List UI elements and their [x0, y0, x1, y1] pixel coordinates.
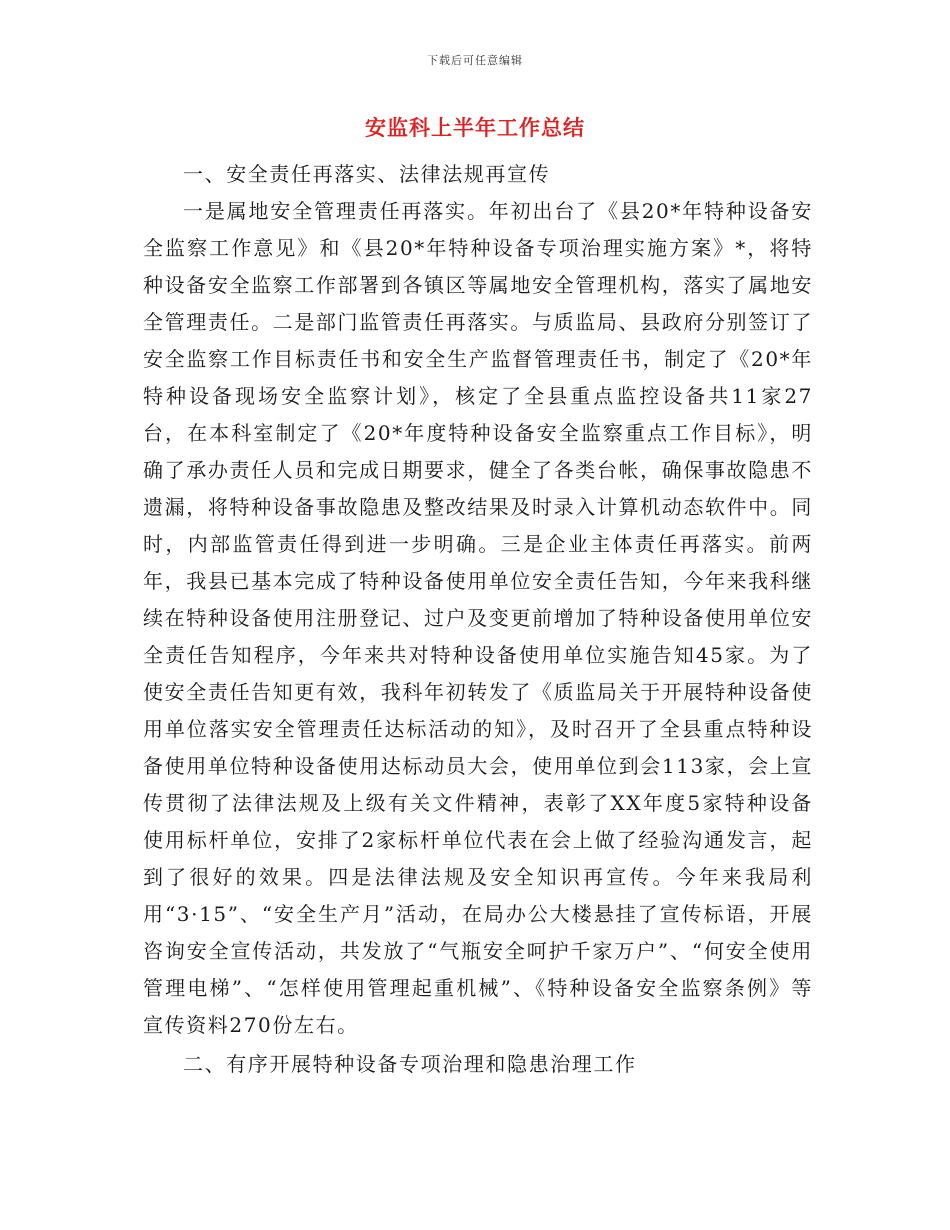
document-title: 安监科上半年工作总结 — [365, 115, 585, 140]
section-1-heading: 一、安全责任再落实、法律法规再宣传 — [183, 162, 551, 186]
page-header-note: 下载后可任意编辑 — [427, 54, 523, 67]
section-1-paragraph: 一是属地安全管理责任再落实。年初出台了《县20*年特种设备安全监察工作意见》和《县20*年特种设备专项治理实施方案》*，将特种设备安全监察工作部署到各镇区等属地安全管理机构，落实了属地安全管理责任。二是部门监管责任再落实。与质监局、县政府分别签订了安全监察工作目标责任书和安全生产监督管理责任书，制定了《20*年特种设备现场安全监察计划》，核定了全县重点监控设备共11家27台，在本科室制定了《20*年度特种设备安全监察重点工作目标》，明确了承办责任人员和完成日期要求，健全了各类台帐，确保事故隐患不遗漏，将特种设备事故隐患及整改结果及时录入计算机动态软件中。同时，内部监管责任得到进一步明确。三是企业主体责任再落实。前两年，我县已基本完成了特种设备使用单位安全责任告知，今年来我科继续在特种设备使用注册登记、过户及变更前增加了特种设备使用单位安全责任告知程序，今年来共对特种设备使用单位实施告知45家。为了使安全责任告知更有效，我科年初转发了《质监局关于开展特种设备使用单位落实安全管理责任达标活动的知》，及时召开了全县重点特种设备使用单位特种设备使用达标动员大会，使用单位到会113家，会上宣传贯彻了法律法规及上级有关文件精神，表彰了XX年度5家特种设备使用标杆单位，安排了2家标杆单位代表在会上做了经验沟通发言，起到了很好的效果。四是法律法规及安全知识再宣传。今年来我局利用“3·15”、“安全生产月”活动，在局办公大楼悬挂了宣传标语，开展咨询安全宣传活动，共发放了“气瓶安全呵护千家万户”、“何安全使用管理电梯”、“怎样使用管理起重机械”、《特种设备安全监察条例》等宣传资料270份左右。 — [143, 199, 813, 1037]
document-body — [143, 156, 813, 1083]
section-2-heading: 二、有序开展特种设备专项治理和隐患治理工作 — [183, 1052, 637, 1076]
